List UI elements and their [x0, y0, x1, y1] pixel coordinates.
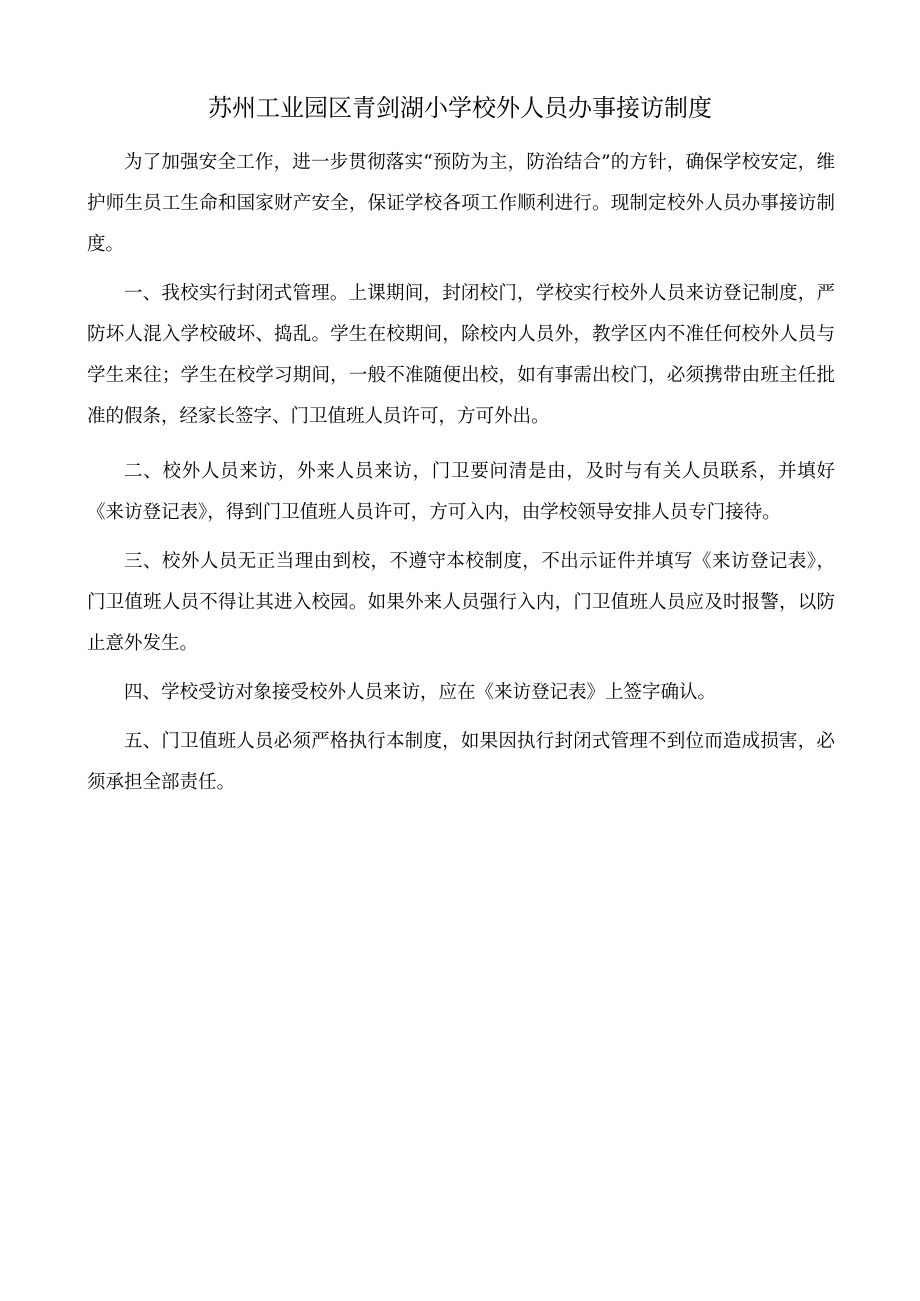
paragraph-rule-2: 二、校外人员来访，外来人员来访，门卫要问清是由，及时与有关人员联系，并填好《来访登记表》，得到门卫值班人员许可，方可入内，由学校领导安排人员专门接待。: [87, 461, 835, 523]
paragraph-intro: 为了加强安全工作，进一步贯彻落实“预防为主，防治结合”的方针，确保学校安定，维护师生员工生命和国家财产安全，保证学校各项工作顺利进行。现制定校外人员办事接访制度。: [87, 152, 835, 255]
document-title: 苏州工业园区青剑湖小学校外人员办事接访制度: [208, 94, 712, 122]
paragraph-rule-5: 五、门卫值班人员必须严格执行本制度，如果因执行封闭式管理不到位而造成损害，必须承担全部责任。: [87, 731, 835, 793]
paragraph-rule-4: 四、学校受访对象接受校外人员来访，应在《来访登记表》上签字确认。: [124, 682, 717, 703]
paragraph-rule-3: 三、校外人员无正当理由到校，不遵守本校制度，不出示证件并填写《来访登记表》，门卫值班人员不得让其进入校园。如果外来人员强行入内，门卫值班人员应及时报警，以防止意外发生。: [87, 551, 835, 654]
paragraph-rule-1: 一、我校实行封闭式管理。上课期间，封闭校门，学校实行校外人员来访登记制度，严防坏人混入学校破坏、捣乱。学生在校期间，除校内人员外，教学区内不准任何校外人员与学生来往；学生在校学习期间，一般不准随便出校，如有事需出校门，必须携带由班主任批准的假条，经家长签字、门卫值班人员许可，方可外出。: [87, 283, 835, 427]
document-body: [87, 142, 835, 811]
